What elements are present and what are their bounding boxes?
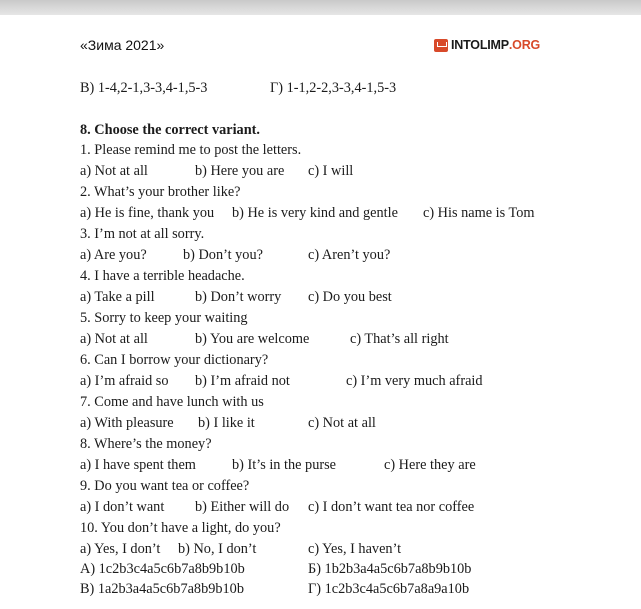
q4-option-c: c) Do you best: [308, 289, 392, 305]
answer-key-b: Б) 1b2b3a4a5c6b7a8b9b10b: [308, 561, 472, 577]
question-1: 1. Please remind me to post the letters.: [80, 142, 302, 158]
q1-option-c: c) I will: [308, 163, 354, 179]
q1-option-b: b) Here you are: [195, 163, 285, 179]
q2-option-b: b) He is very kind and gentle: [232, 205, 398, 221]
q7-option-c: c) Not at all: [308, 415, 376, 431]
section-title: 8. Choose the correct variant.: [80, 122, 260, 138]
q9-option-c: c) I don’t want tea nor coffee: [308, 499, 475, 515]
q9-option-a: a) I don’t want: [80, 499, 165, 515]
page-header-title: «Зима 2021»: [80, 37, 165, 53]
q5-option-b: b) You are welcome: [195, 331, 310, 347]
intolimp-logo-icon: [434, 39, 448, 52]
question-9: 9. Do you want tea or coffee?: [80, 478, 250, 494]
prev-answer-v: В) 1-4,2-1,3-3,4-1,5-3: [80, 80, 208, 96]
q2-option-a: a) He is fine, thank you: [80, 205, 215, 221]
answer-key-v: В) 1a2b3a4a5c6b7a8b9b10b: [80, 581, 244, 597]
q7-option-b: b) I like it: [198, 415, 255, 431]
q4-option-a: a) Take a pill: [80, 289, 155, 305]
question-3: 3. I’m not at all sorry.: [80, 226, 205, 242]
q10-option-b: b) No, I don’t: [178, 541, 257, 557]
q6-option-c: c) I’m very much afraid: [346, 373, 483, 389]
q1-option-a: a) Not at all: [80, 163, 148, 179]
q3-option-b: b) Don’t you?: [183, 247, 263, 263]
prev-answer-g: Г) 1-1,2-2,3-3,4-1,5-3: [270, 80, 397, 96]
q9-option-b: b) Either will do: [195, 499, 290, 515]
question-6: 6. Can I borrow your dictionary?: [80, 352, 269, 368]
answer-key-a: А) 1c2b3c4a5c6b7a8b9b10b: [80, 561, 245, 577]
answer-key-g: Г) 1c2b3c4a5c6b7a8a9a10b: [308, 581, 470, 597]
question-4: 4. I have a terrible headache.: [80, 268, 245, 284]
question-8: 8. Where’s the money?: [80, 436, 212, 452]
question-10: 10. You don’t have a light, do you?: [80, 520, 281, 536]
q8-option-c: c) Here they are: [384, 457, 476, 473]
q2-option-c: c) His name is Tom: [423, 205, 535, 221]
q10-option-c: c) Yes, I haven’t: [308, 541, 402, 557]
q3-option-c: c) Aren’t you?: [308, 247, 391, 263]
q8-option-a: a) I have spent them: [80, 457, 196, 473]
q5-option-a: a) Not at all: [80, 331, 148, 347]
q3-option-a: a) Are you?: [80, 247, 147, 263]
q5-option-c: c) That’s all right: [350, 331, 449, 347]
viewer-top-bar: [0, 0, 641, 15]
logo-domain-text: .ORG: [508, 38, 541, 52]
q10-option-a: a) Yes, I don’t: [80, 541, 161, 557]
q4-option-b: b) Don’t worry: [195, 289, 282, 305]
question-7: 7. Come and have lunch with us: [80, 394, 264, 410]
q6-option-b: b) I’m afraid not: [195, 373, 290, 389]
logo-main-text: INTOLIMP: [451, 38, 509, 52]
question-2: 2. What’s your brother like?: [80, 184, 241, 200]
q8-option-b: b) It’s in the purse: [232, 457, 337, 473]
question-5: 5. Sorry to keep your waiting: [80, 310, 248, 326]
q7-option-a: a) With pleasure: [80, 415, 174, 431]
intolimp-logo: [434, 38, 540, 52]
q6-option-a: a) I’m afraid so: [80, 373, 169, 389]
